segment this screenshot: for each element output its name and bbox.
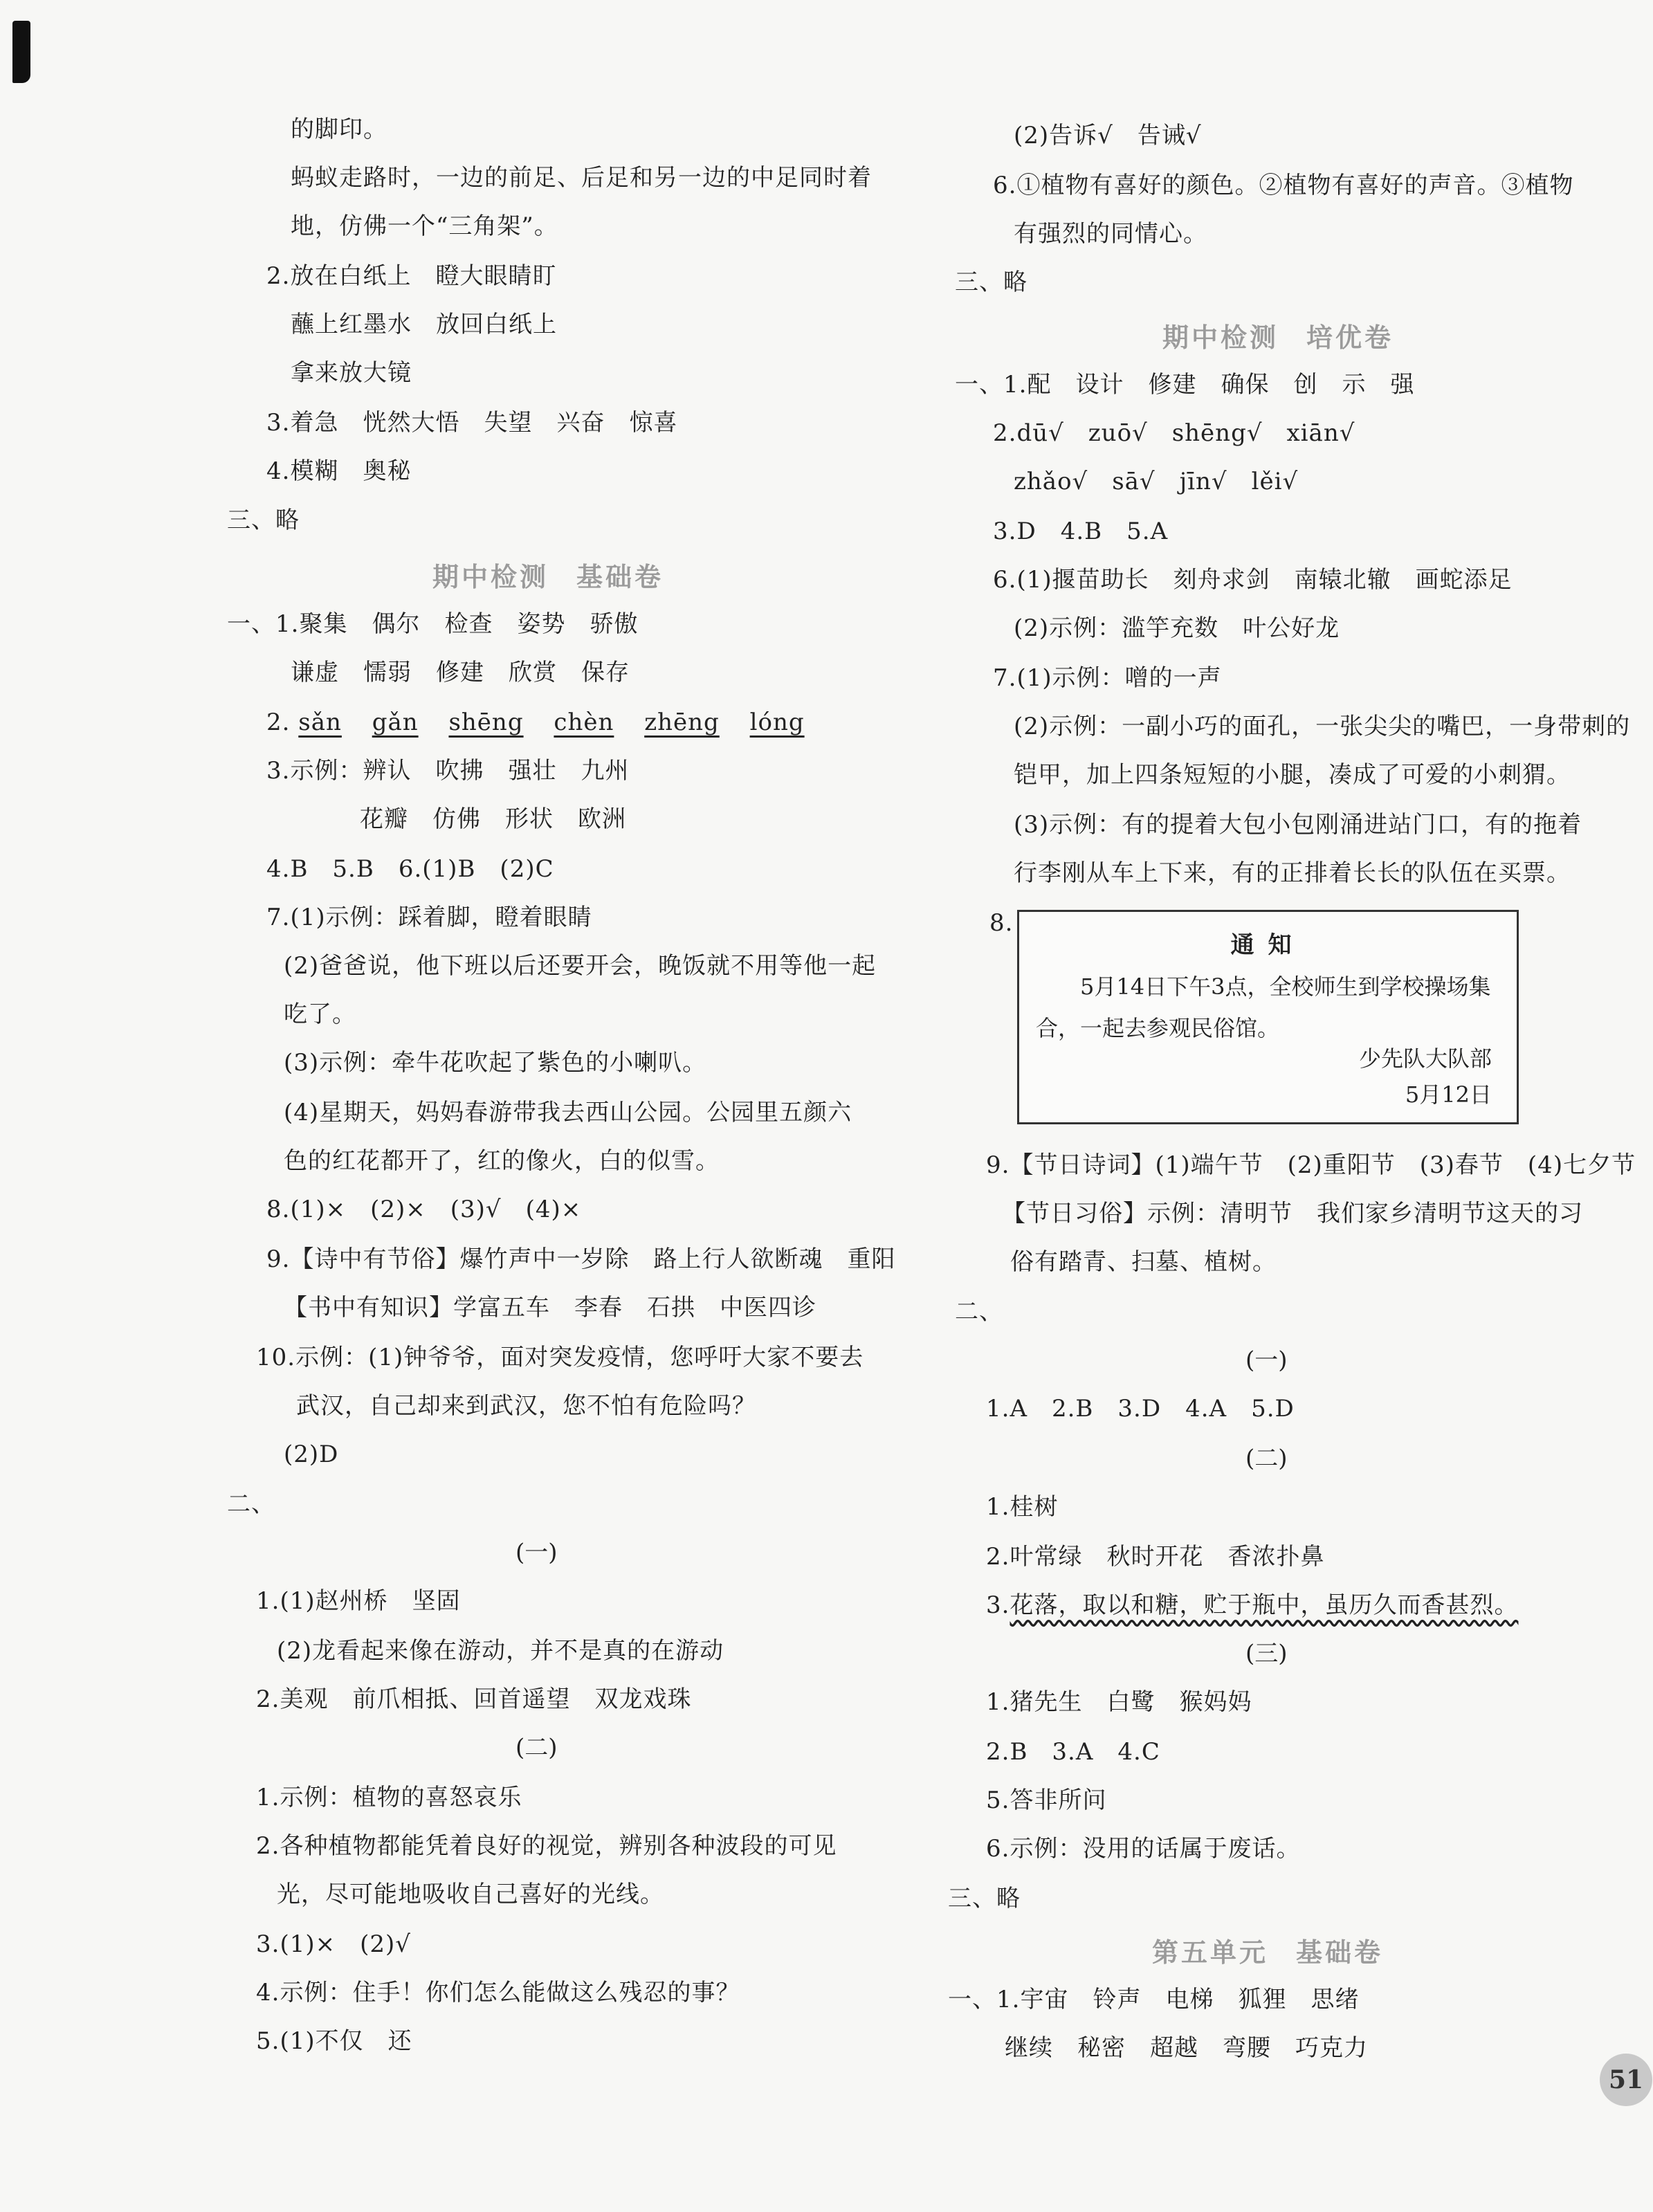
answer-line: 2.叶常绿 秋时开花 香浓扑鼻 bbox=[986, 1543, 1325, 1571]
section-label: 二、 bbox=[227, 1490, 275, 1518]
answer-line: (3)示例：牵牛花吹起了紫色的小喇叭。 bbox=[284, 1049, 707, 1077]
pinyin-answer: shēng bbox=[448, 709, 524, 736]
answer-line: (2)爸爸说，他下班以后还要开会，晚饭就不用等他一起 bbox=[284, 952, 877, 980]
answer-line: 7.(1)示例：踩着脚，瞪着眼睛 bbox=[266, 904, 592, 931]
answer-line: 谦虚 懦弱 修建 欣赏 保存 bbox=[291, 659, 630, 686]
section-heading bbox=[1152, 1935, 1411, 1971]
pinyin-line bbox=[266, 706, 827, 739]
answer-line: (3)示例：有的提着大包小包刚涌进站门口，有的拖着 bbox=[1014, 811, 1582, 839]
heading-part: 培优卷 bbox=[1306, 322, 1394, 353]
answer-line: 8.(1)× (2)× (3)√ (4)× bbox=[266, 1196, 582, 1223]
answer-line: 铠甲，加上四条短短的小腿，凑成了可爱的小刺猬。 bbox=[1014, 761, 1571, 789]
notice-date: 5月12日 bbox=[1405, 1081, 1492, 1108]
answer-line: (2)D bbox=[284, 1441, 339, 1468]
underlined-sentence: 花落，取以和糖，贮于瓶中，虽历久而香甚烈。 bbox=[1010, 1591, 1519, 1619]
answer-line: 2.dū√ zuō√ shēng√ xiān√ bbox=[993, 419, 1355, 447]
subsection-label: (一) bbox=[1245, 1346, 1288, 1374]
answer-line: 6.①植物有喜好的颜色。②植物有喜好的声音。③植物 bbox=[993, 172, 1574, 199]
answer-line: 俗有踏青、扫墓、植树。 bbox=[1010, 1248, 1277, 1276]
answer-line: 继续 秘密 超越 弯腰 巧克力 bbox=[1005, 2034, 1368, 2062]
notice-signer: 少先队大队部 bbox=[1358, 1045, 1492, 1072]
heading-part: 期中检测 bbox=[1162, 322, 1279, 353]
answer-line: 地，仿佛一个“三角架”。 bbox=[291, 212, 558, 240]
answer-line: 3.示例：辨认 吹拂 强壮 九州 bbox=[266, 757, 630, 785]
answer-line: 【节日习俗】示例：清明节 我们家乡清明节这天的习 bbox=[1002, 1200, 1583, 1227]
subsection-label: (三) bbox=[1245, 1640, 1288, 1667]
answer-line: 1.示例：植物的喜怒哀乐 bbox=[256, 1784, 522, 1811]
answer-line: 3.(1)× (2)√ bbox=[256, 1930, 411, 1958]
answer-line: 1.(1)赵州桥 坚固 bbox=[256, 1587, 461, 1615]
answer-line: 6.示例：没用的话属于废话。 bbox=[986, 1835, 1301, 1863]
section-heading bbox=[432, 559, 691, 595]
heading-part: 第五单元 bbox=[1152, 1937, 1269, 1968]
subsection-label: (一) bbox=[515, 1539, 558, 1566]
answer-line: 拿来放大镜 bbox=[291, 359, 412, 387]
answer-line: 10.示例：(1)钟爷爷，面对突发疫情，您呼吁大家不要去 bbox=[256, 1344, 864, 1371]
section-label: 三、略 bbox=[955, 268, 1028, 296]
heading-part: 期中检测 bbox=[432, 562, 549, 592]
pinyin-answer: lóng bbox=[749, 709, 805, 736]
answer-line: 有强烈的同情心。 bbox=[1014, 220, 1207, 248]
answer-line: 蚂蚁走路时，一边的前足、后足和另一边的中足同时着 bbox=[291, 164, 872, 192]
answer-line: 一、1.聚集 偶尔 检查 姿势 骄傲 bbox=[227, 610, 639, 638]
answer-line: 吃了。 bbox=[284, 1000, 356, 1028]
answer-line: 7.(1)示例：噌的一声 bbox=[993, 664, 1222, 692]
answer-line: 【书中有知识】学富五车 李春 石拱 中医四诊 bbox=[284, 1294, 816, 1322]
section-label: 三、略 bbox=[948, 1885, 1021, 1912]
answer-line: 2.美观 前爪相抵、回首遥望 双龙戏珠 bbox=[256, 1685, 692, 1713]
notice-box bbox=[1017, 910, 1519, 1124]
answer-line: 9.【节日诗词】(1)端午节 (2)重阳节 (3)春节 (4)七夕节 bbox=[986, 1151, 1636, 1179]
heading-part: 基础卷 bbox=[1296, 1937, 1384, 1968]
subsection-label: (二) bbox=[1245, 1445, 1288, 1472]
answer-line: 一、1.宇宙 铃声 电梯 狐狸 思绪 bbox=[948, 1986, 1360, 2013]
section-heading bbox=[1162, 320, 1421, 356]
pinyin-answer: sǎn bbox=[298, 709, 342, 736]
answer-line: 色的红花都开了，红的像火，白的似雪。 bbox=[284, 1147, 720, 1175]
answer-line: 2.各种植物都能凭着良好的视觉，辨别各种波段的可见 bbox=[256, 1832, 837, 1860]
answer-line: 2.放在白纸上 瞪大眼睛盯 bbox=[266, 262, 557, 290]
pinyin-answer: gǎn bbox=[372, 709, 419, 736]
answer-line: 4.B 5.B 6.(1)B (2)C bbox=[266, 855, 554, 883]
answer-line: 2.B 3.A 4.C bbox=[986, 1738, 1160, 1766]
section-label: 二、 bbox=[955, 1298, 1003, 1326]
answer-line: 3.着急 恍然大悟 失望 兴奋 惊喜 bbox=[266, 409, 678, 437]
answer-line: 1.A 2.B 3.D 4.A 5.D bbox=[986, 1395, 1295, 1423]
notice-body: 5月14日下午3点，全校师生到学校操场集合，一起去参观民俗馆。 bbox=[1036, 974, 1491, 1041]
answer-line: 1.猪先生 白鹭 猴妈妈 bbox=[986, 1688, 1252, 1716]
item-number: 3. bbox=[986, 1591, 1010, 1619]
answer-line: 1.桂树 bbox=[986, 1493, 1059, 1521]
answer-line: (2)告诉√ 告诫√ bbox=[1014, 122, 1202, 149]
answer-line: 8. bbox=[989, 909, 1014, 937]
answer-line: 4.模糊 奥秘 bbox=[266, 457, 412, 485]
answer-line: 6.(1)揠苗助长 刻舟求剑 南辕北辙 画蛇添足 bbox=[993, 566, 1513, 594]
answer-line: zhǎo√ sā√ jīn√ lěi√ bbox=[1014, 468, 1299, 495]
page-number: 51 bbox=[1600, 2054, 1652, 2106]
answer-line bbox=[986, 1589, 1518, 1622]
answer-line: 光，尽可能地吸收自己喜好的光线。 bbox=[277, 1881, 664, 1908]
answer-line: 蘸上红墨水 放回白纸上 bbox=[291, 311, 557, 338]
answer-line: (2)示例：滥竽充数 叶公好龙 bbox=[1014, 614, 1340, 642]
answer-line: 行李刚从车上下来，有的正排着长长的队伍在买票。 bbox=[1014, 859, 1571, 887]
binding-mark bbox=[12, 21, 30, 83]
notice-title: 通知 bbox=[1230, 931, 1306, 959]
answer-line: 5.答非所问 bbox=[986, 1786, 1107, 1814]
answer-line: (2)龙看起来像在游动，并不是真的在游动 bbox=[277, 1637, 724, 1665]
answer-line: 9.【诗中有节俗】爆竹声中一岁除 路上行人欲断魂 重阳 bbox=[266, 1245, 896, 1273]
answer-line: 武汉，自己却来到武汉，您不怕有危险吗？ bbox=[296, 1392, 756, 1420]
pinyin-answer: chèn bbox=[554, 709, 614, 736]
answer-line: 5.(1)不仅 还 bbox=[256, 2027, 412, 2055]
heading-part: 基础卷 bbox=[576, 562, 664, 592]
answer-line: (2)示例：一副小巧的面孔，一张尖尖的嘴巴，一身带刺的 bbox=[1014, 713, 1631, 740]
answer-line: 3.D 4.B 5.A bbox=[993, 518, 1169, 545]
answer-line: 的脚印。 bbox=[291, 116, 387, 143]
answer-line: 4.示例：住手！你们怎么能做这么残忍的事？ bbox=[256, 1979, 740, 2007]
item-number: 2. bbox=[266, 709, 291, 736]
answer-line: (4)星期天，妈妈春游带我去西山公园。公园里五颜六 bbox=[284, 1099, 852, 1126]
answer-line: 花瓣 仿佛 形状 欧洲 bbox=[360, 805, 626, 833]
pinyin-answer: zhēng bbox=[644, 709, 720, 736]
answer-line: 一、1.配 设计 修建 确保 创 示 强 bbox=[955, 371, 1415, 399]
section-label: 三、略 bbox=[227, 506, 300, 534]
subsection-label: (二) bbox=[515, 1734, 558, 1762]
